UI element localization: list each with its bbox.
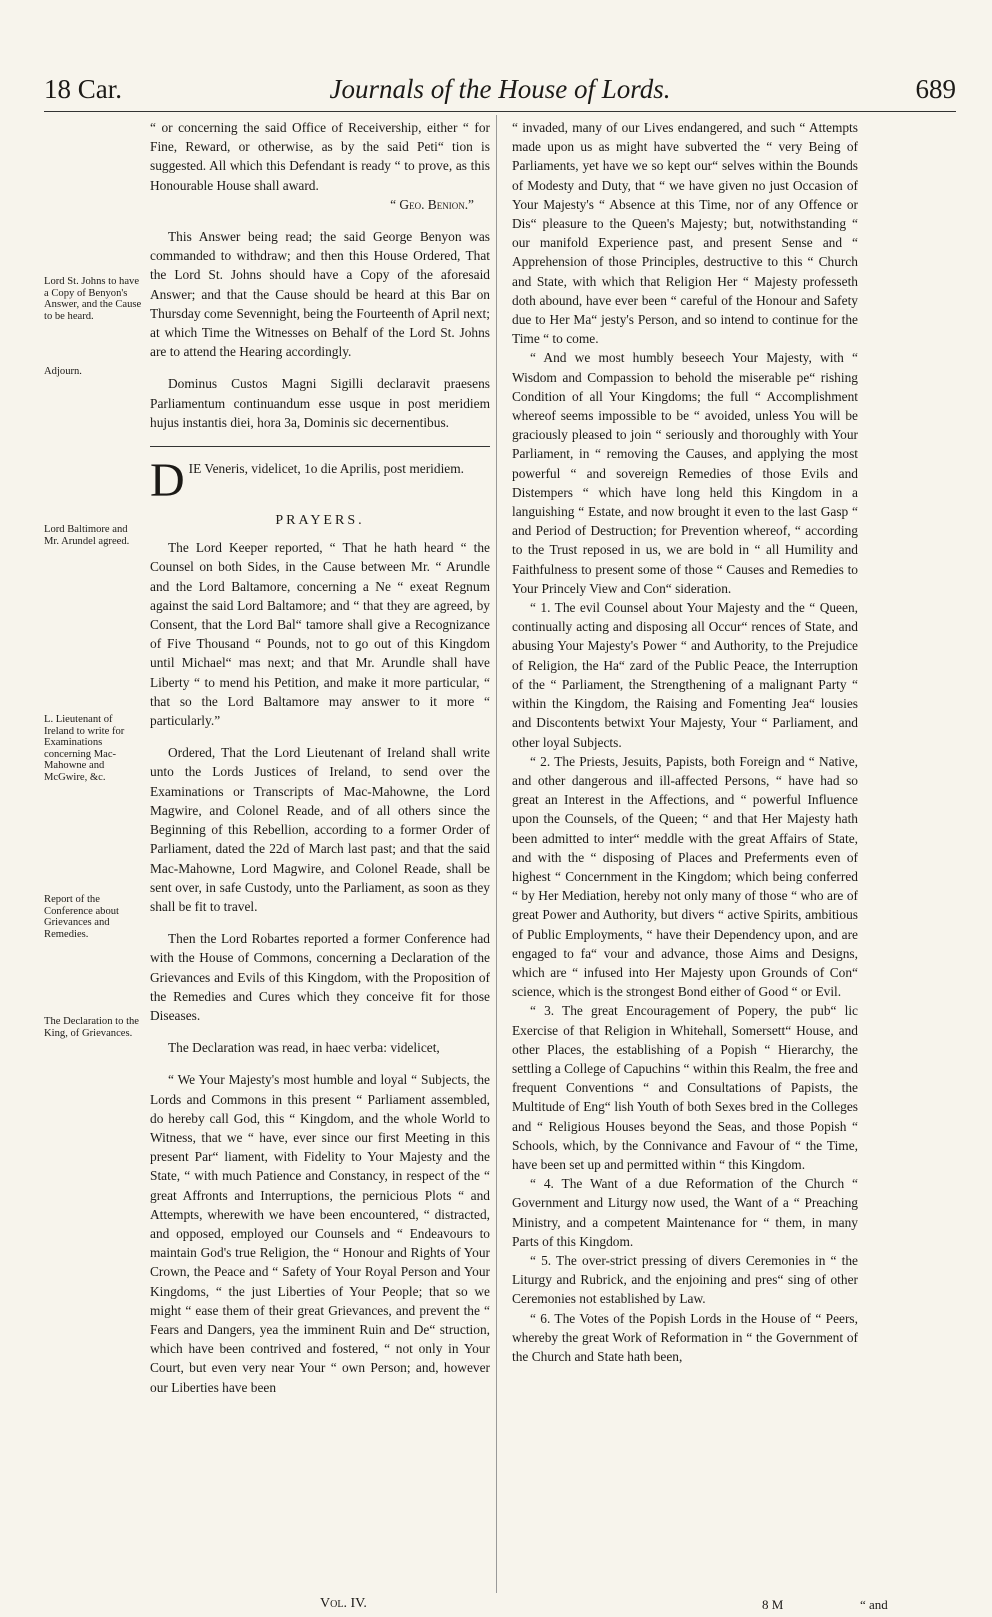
right-column [512, 118, 858, 1366]
margin-note: L. Lieutenant of Ireland to write for Examinations concerning Mac-Mahowne and McGwire, &c. [44, 714, 125, 783]
paragraph: This Answer being read; the said George Benyon was commanded to withdraw; and then this House Ordered, That the Lord St. Johns should have a Copy of the aforesaid Answer; and that the Cause should be heard at this Bar on Thursday come Sevennight, being the Fourteenth of April next; at which Time the Witnesses on Behalf of the Lord St. Johns are to attend the Hearing accordingly. [150, 229, 490, 360]
grievance-item: “ 5. The over-strict pressing of divers Ceremonies in “ the Liturgy and Rubrick, and the enjoining and pres“ sing of other Ceremonies not established by Law. [512, 1252, 858, 1307]
left-column [150, 118, 490, 1397]
date-line: IE Veneris, videlicet, 1o die Aprilis, post meridiem. [188, 461, 464, 477]
drop-cap: D [150, 454, 185, 508]
paragraph: The Lord Keeper reported, “ That he hath heard “ the Counsel on both Sides, in the Cause between Mr. “ Arundle and the Lord Baltamore, concerning a Ne “ exeat Regnum against the said Lord Baltamore; and “ that they are agreed, by Consent, that the Lord Bal“ tamore shall give a Recognizance of Five Thousand “ Pounds, not to go out of this Kingdom until Michael“ mas next; and that Mr. Arundle shall have Liberty “ to mend his Petition, and make it more particular, “ that so the Lord Baltamore may answer to it more “ particularly.” [150, 540, 490, 729]
grievance-item: “ 3. The great Encouragement of Popery, the pub“ lic Exercise of that Religion in Whitehall, Somersett“ House, and other Places, the establishing of a Popish “ Hierarchy, the settling a College of Capuchins “ within this Realm, the free and frequent Conventions “ and Consultations of Papists, the Multitude of Eng“ lish Youth of both Sexes bred in the Colleges and “ Religious Houses beyond the Seas, and those Popish “ Schools, which, by the Connivance and Favour of “ the Time, have been set up and permitted within “ this Kingdom. [512, 1003, 858, 1172]
catchword: “ and [860, 1597, 888, 1612]
section-rule [150, 446, 490, 447]
margin-note: Report of the Conference about Grievances and Remedies. [44, 894, 120, 940]
declaration-paragraph: “ invaded, many of our Lives endangered, and such “ Attempts made upon us as might have subverted the “ very Being of Parliaments, yet have we so kept our“ selves within the Bounds of Modesty and Duty, that “ we have given no just Occasion of Your Majesty's “ Absence at this Time, nor of any Offence or Dis“ pleasure to the Queen's Majesty; but, notwithstanding “ our manifold Experience past, and present Sense and “ Apprehension of those Principles, destructive to this “ Church and State, with which that Religion Her “ Majesty professeth doth abound, have ever been “ careful of the Honour and Safety due to Her Ma“ jesty's Person, and so intend to continue for the Time “ to come. [512, 120, 858, 347]
prayers-heading: PRAYERS. [275, 513, 365, 529]
signature-line: “ Geo. Benion.” [390, 196, 474, 212]
signature-mark: 8 M [762, 1597, 784, 1612]
header-rule [44, 111, 956, 112]
declaration-paragraph: “ And we most humbly beseech Your Majesty, with “ Wisdom and Compassion to behold the miserable pe“ rishing Condition of all Your Kingdoms; the full “ Accomplishment whereof seems impossible to be “ avoided, unless You will be graciously pleased to join “ seriously and thoroughly with Your Parliament, in “ removing the Causes, and applying the most powerful “ and sovereign Remedies of those Evils and Distempers “ which have long held this Kingdom in a languishing “ Estate, and now brought it even to the last Gasp “ and Period of Destruction; for Prevention whereof, “ according to the Trust reposed in us, we are bold in “ all Humility and Faithfulness to present some of those “ Causes and Remedies to Your Princely View and Con“ sideration. [512, 350, 858, 596]
answer-continuation: “ or concerning the said Office of Receivership, either “ for Fine, Reward, or otherwise, as by the said Peti“ tion is suggested. All which this Defendant is ready “ to prove, as this Honourable House shall award. [150, 120, 490, 193]
page-number: 689 [915, 74, 956, 104]
declaration-paragraph: “ We Your Majesty's most humble and loyal “ Subjects, the Lords and Commons in this present “ Parliament assembled, do hereby call God, this “ Kingdom, and the whole World to Witness, that we “ have, ever since our first Meeting in this present Par“ liament, with Fidelity to Your Majesty and the State, “ with much Patience and Constancy, in respect of the “ great Affronts and Interruptions, the pernicious Plots “ and Attempts, wherewith we have been encountered, “ distracted, and opposed, employed our Counsels and “ Endeavours to maintain God's true Religion, the “ Honour and Rights of Your Crown, the Peace and “ Safety of Your Royal Person and Your Kingdoms, “ the just Liberties of Your People; that so we might “ ease them of their great Grievances, and prevent the “ Fears and Dangers, yea the imminent Ruin and De“ struction, which have been contrived and fostered, “ not only in Your Court, but even very near Your “ own Person; and, however our Liberties have been [150, 1072, 490, 1395]
adjournment-paragraph: Dominus Custos Magni Sigilli declaravit praesens Parliamentum continuandum esse usque in post meridiem hujus instantis diei, hora 3a, Dominis sic decernentibus. [150, 376, 490, 430]
volume-mark: Vol. IV. [320, 1596, 367, 1611]
margin-note: The Declaration to the King, of Grievances. [44, 1016, 140, 1039]
paragraph: The Declaration was read, in haec verba: videlicet, [168, 1040, 440, 1056]
paragraph: Ordered, That the Lord Lieutenant of Ireland shall write unto the Lords Justices of Ireland, to send over the Examinations or Transcripts of Mac-Mahowne, the Lord Magwire, and Colonel Reade, and of all others since the Beginning of this Rebellion, according to a former Order of Parliament, dated the 22d of March last past; and that the said Mac-Mahowne, Lord Magwire, and Colonel Reade, shall be sent over, in safe Custody, unto the Parliament, as soon as they shall be fit to travel. [150, 745, 490, 914]
grievance-item: “ 2. The Priests, Jesuits, Papists, both Foreign and “ Native, and other dangerous and ill-affected Persons, “ have had so great an Interest in the Affections, and “ powerful Influence upon the Counsels, of the Queen; “ and that Her Majesty hath been admitted to inter“ meddle with the great Affairs of State, and with the “ disposing of Places and Preferments even of highest “ Concernment in the Kingdom; which being conferred “ by Her Mediation, hereby not only many of those “ who are of great Power and Authority, but divers “ active Spirits, ambitious of Public Employments, “ have their Dependency upon, and are engaged to fa“ vour and advance, those Aims and Designs, which are “ infused into Her Majesty upon Grounds of Con“ science, which is the strongest Bond either of Good “ or Evil. [512, 753, 858, 1000]
column-divider [496, 115, 497, 1593]
margin-note: Adjourn. [44, 366, 82, 377]
grievance-item: “ 1. The evil Counsel about Your Majesty and the “ Queen, continually acting and disposing all Occur“ rences of State, and abusing Your Majesty's Power “ and Authority, to the Prejudice of Religion, the Ha“ zard of the Public Peace, the Interruption of the “ Parliament, the Strengthening of a malignant Party “ within the Kingdom, the Raising and Fomenting Jea“ lousies and Discontents betwixt Your Majesty, Your “ Parliament, and other loyal Subjects. [512, 600, 858, 750]
margin-note: Lord St. Johns to have a Copy of Benyon's Answer, and the Cause to be heard. [44, 276, 142, 322]
paragraph: Then the Lord Robartes reported a former Conference had with the House of Commons, concerning a Declaration of the Grievances and Evils of this Kingdom, with the Proposition of the Remedies and Cures which they conceive fit for those Diseases. [150, 931, 490, 1023]
journal-title: Journals of the House of Lords. [329, 74, 671, 104]
margin-note: Lord Baltimore and Mr. Arundel agreed. [44, 524, 130, 547]
grievance-item: “ 6. The Votes of the Popish Lords in the House of “ Peers, whereby the great Work of Reformation in “ the Government of the Church and State hath been, [512, 1310, 858, 1364]
session-date [150, 454, 490, 508]
running-header [44, 68, 956, 108]
grievance-item: “ 4. The Want of a due Reformation of the Church “ Government and Liturgy now used, the Want of a “ Preaching Ministry, and a competent Maintenance for “ them, in many Parts of this Kingdom. [512, 1176, 858, 1249]
regnal-year: 18 Car. [44, 74, 122, 104]
